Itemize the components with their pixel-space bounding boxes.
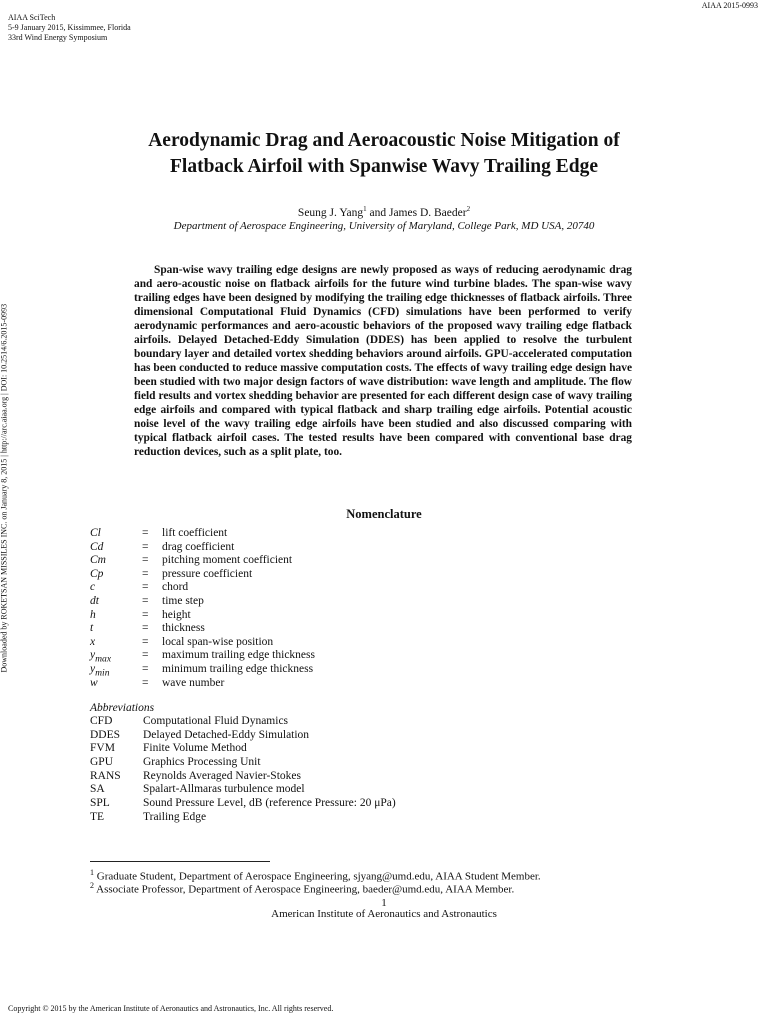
abbreviation-term: TE — [90, 810, 105, 823]
nomenclature-row — [90, 663, 315, 677]
nomenclature-description: lift coefficient — [162, 527, 228, 539]
nomenclature-description: minimum trailing edge thickness — [162, 662, 314, 675]
conference-symposium: 33rd Wind Energy Symposium — [8, 33, 108, 42]
nomenclature-row — [90, 609, 315, 623]
symbol-base: t — [90, 622, 94, 635]
conference-dates: 5-9 January 2015, Kissimmee, Florida — [8, 23, 131, 32]
footnote — [90, 867, 541, 883]
nomenclature-heading: Nomenclature — [346, 507, 422, 521]
nomenclature-description: pitching moment coefficient — [162, 554, 293, 567]
nomenclature-description: time step — [162, 594, 204, 607]
footnote-divider — [90, 861, 270, 862]
nomenclature-row — [90, 677, 315, 691]
nomenclature-description: maximum trailing edge thickness — [162, 649, 315, 662]
abbreviation-row — [90, 770, 396, 784]
symbol-base: y — [90, 649, 96, 662]
symbol-base: Cl — [90, 527, 101, 539]
nomenclature-equals: = — [142, 662, 149, 675]
nomenclature-description: local span-wise position — [162, 635, 274, 648]
author-2: James D. Baeder — [388, 206, 467, 219]
author-line — [0, 205, 768, 219]
footer-institute: American Institute of Aeronautics and Astronautics — [271, 908, 497, 920]
symbol-base: Cp — [90, 567, 104, 580]
abbreviation-term: CFD — [90, 715, 113, 727]
nomenclature-row — [90, 636, 315, 650]
document-id: AIAA 2015-0993 — [701, 1, 758, 10]
abbreviation-row — [90, 756, 396, 770]
abbreviation-row — [90, 783, 396, 797]
author-conjunction: and — [366, 206, 389, 219]
nomenclature-equals: = — [142, 540, 149, 553]
nomenclature-list — [90, 527, 315, 690]
nomenclature-row — [90, 581, 315, 595]
abbreviation-row — [90, 797, 396, 811]
abbreviation-row — [90, 742, 396, 756]
conference-name: AIAA SciTech — [8, 13, 56, 22]
nomenclature-row — [90, 622, 315, 636]
copyright-notice: Copyright © 2015 by the American Institute of Aeronautics and Astronautics, Inc. All rights reserved. — [8, 1004, 334, 1013]
abbreviation-description: Computational Fluid Dynamics — [143, 715, 289, 727]
nomenclature-symbol — [90, 677, 142, 694]
footnote-text: Associate Professor, Department of Aerospace Engineering, baeder@umd.edu, AIAA Member. — [94, 883, 515, 896]
download-side-note: Downloaded by ROKETSAN MISSILES INC. on January 8, 2015 | http://arc.aiaa.org | DOI: 10.2514/6.2015-0993 — [0, 303, 9, 673]
abbreviations-list — [90, 715, 396, 825]
abbreviation-row — [90, 729, 396, 743]
nomenclature-equals: = — [142, 649, 149, 662]
nomenclature-row — [90, 554, 315, 568]
paper-title — [60, 128, 708, 180]
abbreviation-row — [90, 715, 396, 729]
footnote-mark: 1 — [90, 868, 94, 877]
abbreviation-description: Delayed Detached-Eddy Simulation — [143, 728, 310, 741]
symbol-base: Cm — [90, 554, 106, 567]
author-1-mark: 1 — [363, 205, 367, 213]
nomenclature-row — [90, 595, 315, 609]
nomenclature-description: thickness — [162, 622, 205, 635]
nomenclature-row — [90, 568, 315, 582]
symbol-subscript: min — [95, 667, 110, 679]
abbreviation-term: SPL — [90, 797, 110, 810]
abbreviation-description: Graphics Processing Unit — [143, 756, 261, 769]
abbreviation-row — [90, 811, 396, 825]
title-line-1: Aerodynamic Drag and Aeroacoustic Noise Mitigation of — [148, 130, 620, 151]
nomenclature-equals: = — [142, 527, 149, 539]
abbreviation-term: RANS — [90, 769, 121, 782]
nomenclature-equals: = — [142, 594, 149, 607]
affiliation: Department of Aerospace Engineering, University of Maryland, College Park, MD USA, 20740 — [173, 220, 595, 232]
nomenclature-row — [90, 541, 315, 555]
symbol-base: dt — [90, 594, 99, 607]
title-line-2: Flatback Airfoil with Spanwise Wavy Trailing Edge — [170, 156, 598, 177]
symbol-base: y — [90, 662, 96, 675]
nomenclature-description: chord — [162, 581, 189, 594]
footnote-mark: 2 — [90, 880, 94, 890]
footnote — [90, 880, 541, 896]
nomenclature-equals: = — [142, 581, 149, 594]
abbreviation-term: FVM — [90, 742, 115, 755]
abbreviation-term: GPU — [90, 756, 114, 769]
abbreviation-description: Finite Volume Method — [143, 742, 247, 755]
nomenclature-description: drag coefficient — [162, 540, 235, 553]
nomenclature-description: pressure coefficient — [162, 567, 253, 580]
abbreviation-description: Sound Pressure Level, dB (reference Pressure: 20 μPa) — [143, 797, 396, 810]
symbol-base: w — [90, 676, 98, 689]
author-2-mark: 2 — [466, 205, 471, 213]
nomenclature-description: wave number — [162, 676, 225, 689]
nomenclature-equals: = — [142, 567, 149, 580]
nomenclature-row — [90, 527, 315, 541]
abbreviation-description: Reynolds Averaged Navier-Stokes — [143, 769, 301, 782]
footnote-text: Graduate Student, Department of Aerospace Engineering, sjyang@umd.edu, AIAA Student Member. — [94, 870, 541, 883]
abbreviation-description: Trailing Edge — [143, 810, 207, 823]
nomenclature-equals: = — [142, 608, 149, 621]
symbol-base: Cd — [90, 540, 104, 553]
abstract: Span-wise wavy trailing edge designs are newly proposed as ways of reducing aerodynamic drag and aero-acoustic noise on flatback airfoils for the future wind turbine blades. The span-wise wavy trailing edges have been designed by modifying the trailing edge thicknesses of flatback airfoils. Three dimensional Computational Fluid Dynamics (CFD) simulations have been performed to verify aerodynamic performances and aero-acoustic behaviors of the proposed wavy trailing edge flatback airfoils. Delayed Detached-Eddy Simulation (DDES) has been applied to resolve the turbulent boundary layer and detailed vortex shedding behaviors around airfoils. GPU-accelerated computation has been conducted to reduce massive computation costs. The effects of wavy trailing edge design have been studied with two major design factors of wave distribution: wave length and amplitude. The flow field results and vortex shedding behavior are presented for each different design case of wavy trailing edge airfoils and compared with typical flatback and sharp trailing edge airfoils. Potential acoustic noise level of the wavy trailing edge airfoils have been studied and also discussed comparing with typical flatback airfoil cases. The tested results have been compared with conventional base drag reduction devices, such as a split plate, too. — [134, 264, 632, 458]
page-number: 1 — [381, 897, 387, 909]
nomenclature-equals: = — [142, 676, 149, 689]
symbol-subscript: max — [95, 653, 112, 665]
symbol-base: x — [90, 635, 96, 648]
nomenclature-equals: = — [142, 635, 149, 648]
abbreviations-heading: Abbreviations — [90, 702, 155, 714]
abbreviation-term: SA — [90, 783, 105, 796]
abbreviation-description: Spalart-Allmaras turbulence model — [143, 783, 305, 796]
footnotes — [90, 867, 541, 896]
symbol-base: c — [90, 581, 96, 594]
nomenclature-equals: = — [142, 554, 149, 567]
symbol-base: h — [90, 608, 96, 621]
author-1: Seung J. Yang — [297, 206, 364, 219]
conference-info — [8, 13, 131, 43]
nomenclature-equals: = — [142, 622, 149, 635]
nomenclature-row — [90, 649, 315, 663]
nomenclature-description: height — [162, 608, 191, 621]
abbreviation-term: DDES — [90, 728, 121, 741]
